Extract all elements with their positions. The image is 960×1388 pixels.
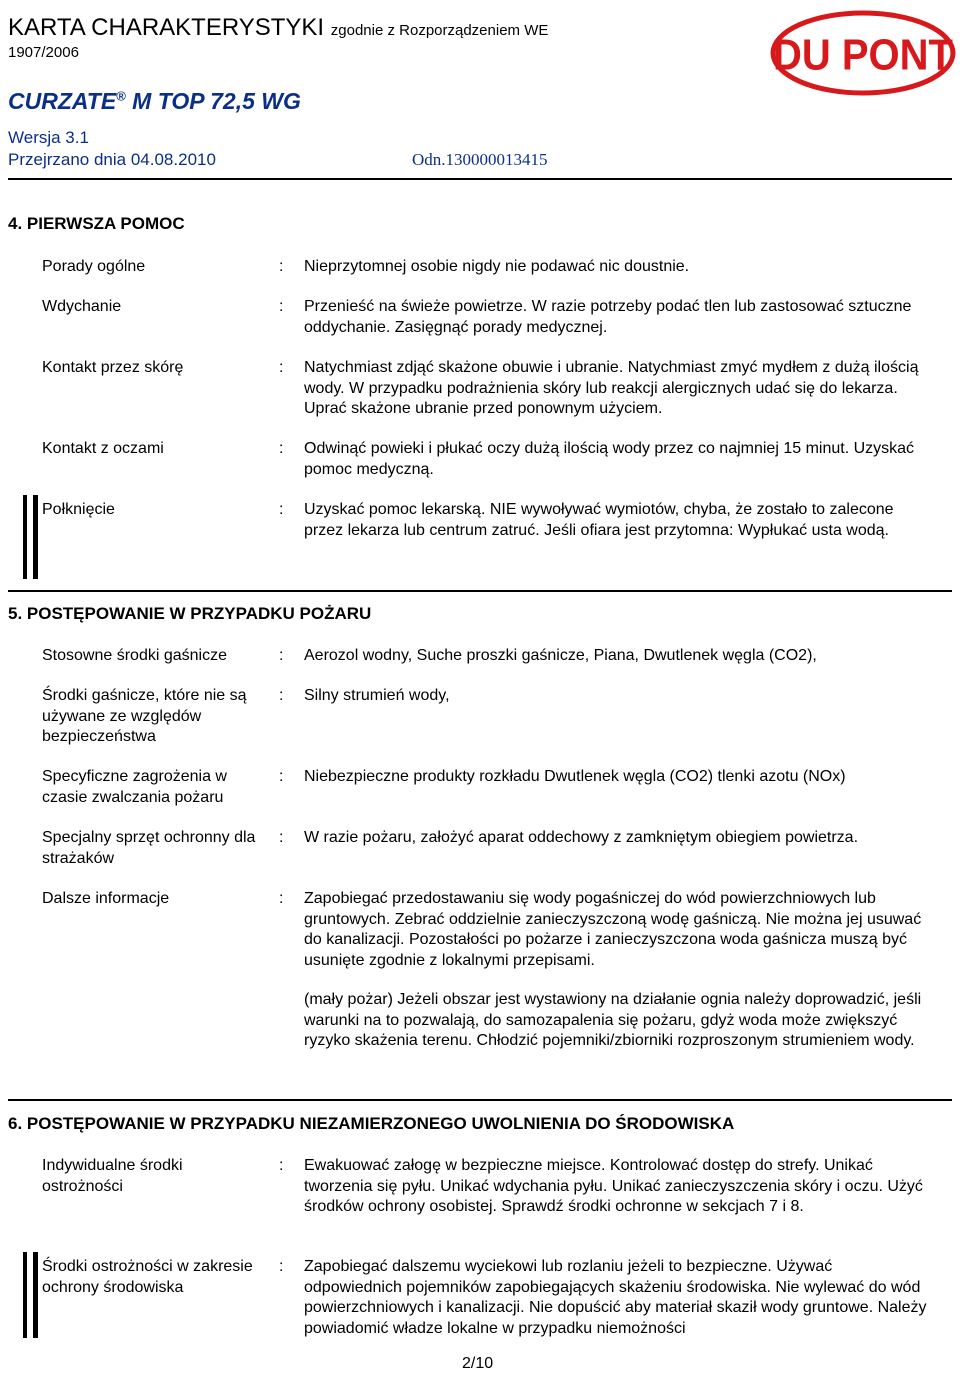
suitable-media-text: Aerozol wodny, Suche proszki gaśnicze, Piana, Dwutlenek węgla (CO2), [304,647,817,664]
ingestion-label: Połknięcie [42,501,115,518]
regulation-line-2: 1907/2006 [8,44,79,61]
colon: : [279,647,284,664]
doc-type: KARTA CHARAKTERYSTYKI [8,14,325,41]
skin-contact-label: Kontakt przez skórę [42,359,184,376]
colon: : [279,1258,284,1275]
colon: : [279,440,284,457]
colon: : [279,768,284,785]
revision-date: Przejrzano dnia 04.08.2010 [8,150,216,169]
section-4-title: 4. PIERWSZA POMOC [8,214,185,233]
firefighter-equipment-text: W razie pożaru, założyć aparat oddechowy z zamkniętym obiegiem powietrza. [304,829,859,846]
skin-contact-text: Natychmiast zdjąć skażone obuwie i ubranie. Natychmiast zmyć mydłem z dużą ilością wody. W przypadku podrażnienia skóry lub reakcji alergicznych udać się do lekarza. Uprać skażone ubranie przed ponownym użyciem. [304,359,919,417]
further-info-text: Zapobiegać przedostawaniu się wody pogaśniczej do wód powierzchniowych lub gruntowych. Zebrać oddzielnie zanieczyszczoną wodę gaśniczą. Nie można jej usuwać do kanalizacji. Pozostałości po pożarze i zanieczyszczona woda gaśnicza muszą być usunięte zgodnie z lokalnymi przepisami. [304,890,922,969]
dupont-logo [770,10,956,96]
svg-text:DU PONT: DU PONT [773,29,953,79]
specific-hazards-label: Specyficzne zagrożenia w czasie zwalczania pożaru [42,768,227,806]
inhalation-text: Przenieść na świeże powietrze. W razie potrzeby podać tlen lub zastosować sztuczne oddychanie. Zasięgnąć porady medycznej. [304,298,912,336]
registered-mark: ® [116,88,126,104]
document-title [8,14,548,45]
version: Wersja 3.1 [8,128,89,147]
change-bar [23,1252,39,1338]
eye-contact-text: Odwinąć powieki i płukać oczy dużą ilością wody przez co najmniej 15 minut. Uzyskać pomoc medyczną. [304,440,915,478]
colon: : [279,258,284,275]
colon: : [279,359,284,376]
colon: : [279,890,284,907]
environmental-precautions-text: Zapobiegać dalszemu wyciekowi lub rozlaniu jeżeli to bezpieczne. Używać odpowiednich pojemników zapobiegających skażeniu środowiska. Nie wylewać do wód powierzchniowych i kanalizacji. Nie dopuścić aby materiał skaził wody gruntowe. Należy powiadomić władze lokalne w przypadku niemożności [304,1258,927,1337]
order-number: Odn.130000013415 [412,150,548,169]
product-name: CURZATE® M TOP 72,5 WG [8,88,301,114]
header-rule [8,178,952,180]
further-info-label: Dalsze informacje [42,890,170,907]
inhalation-label: Wdychanie [42,298,122,315]
first-aid-general-label: Porady ogólne [42,258,146,275]
colon: : [279,298,284,315]
colon: : [279,829,284,846]
section-6-title: 6. POSTĘPOWANIE W PRZYPADKU NIEZAMIERZONEGO UWOLNIENIA DO ŚRODOWISKA [8,1114,735,1133]
section-rule [8,1099,952,1101]
colon: : [279,501,284,518]
environmental-precautions-label: Środki ostrożności w zakresie ochrony środowiska [42,1258,253,1296]
colon: : [279,687,284,704]
eye-contact-label: Kontakt z oczami [42,440,164,457]
first-aid-general-text: Nieprzytomnej osobie nigdy nie podawać nic doustnie. [304,258,690,275]
unsuitable-media-label: Środki gaśnicze, które nie są używane ze względów bezpieczeństwa [42,687,247,745]
specific-hazards-text: Niebezpieczne produkty rozkładu Dwutlenek węgla (CO2) tlenki azotu (NOx) [304,768,846,785]
personal-precautions-label: Indywidualne środki ostrożności [42,1157,183,1195]
change-bar [23,495,39,579]
colon: : [279,1157,284,1174]
section-5-title: 5. POSTĘPOWANIE W PRZYPADKU POŻARU [8,604,372,623]
firefighter-equipment-label: Specjalny sprzęt ochronny dla strażaków [42,829,256,867]
suitable-media-label: Stosowne środki gaśnicze [42,647,227,664]
unsuitable-media-text: Silny strumień wody, [304,687,450,704]
ingestion-text: Uzyskać pomoc lekarską. NIE wywoływać wymiotów, chyba, że zostało to zalecone przez lekarza lub centrum zatruć. Jeśli ofiara jest przytomna: Wypłukać usta wodą. [304,501,894,539]
page-number: 2/10 [462,1355,494,1372]
personal-precautions-text: Ewakuować załogę w bezpieczne miejsce. Kontrolować dostęp do strefy. Unikać tworzenia się pyłu. Unikać wdychania pyłu. Unikać zanieczyszczenia skóry i oczu. Użyć środków ochrony osobistej. Sprawdź środki ochronne w sekcjach 7 i 8. [304,1157,923,1215]
further-info-text-2: (mały pożar) Jeżeli obszar jest wystawiony na działanie ognia należy doprowadzić, jeśli warunki na to pozwalają, do samozapalenia się pożaru, gdyż woda może zwiększyć ryzyko skażenia terenu. Chłodzić pojemniki/zbiorniki rozproszonym strumieniem wody. [304,991,922,1049]
regulation-line-1: zgodnie z Rozporządzeniem WE [330,22,549,39]
section-rule [8,590,952,592]
